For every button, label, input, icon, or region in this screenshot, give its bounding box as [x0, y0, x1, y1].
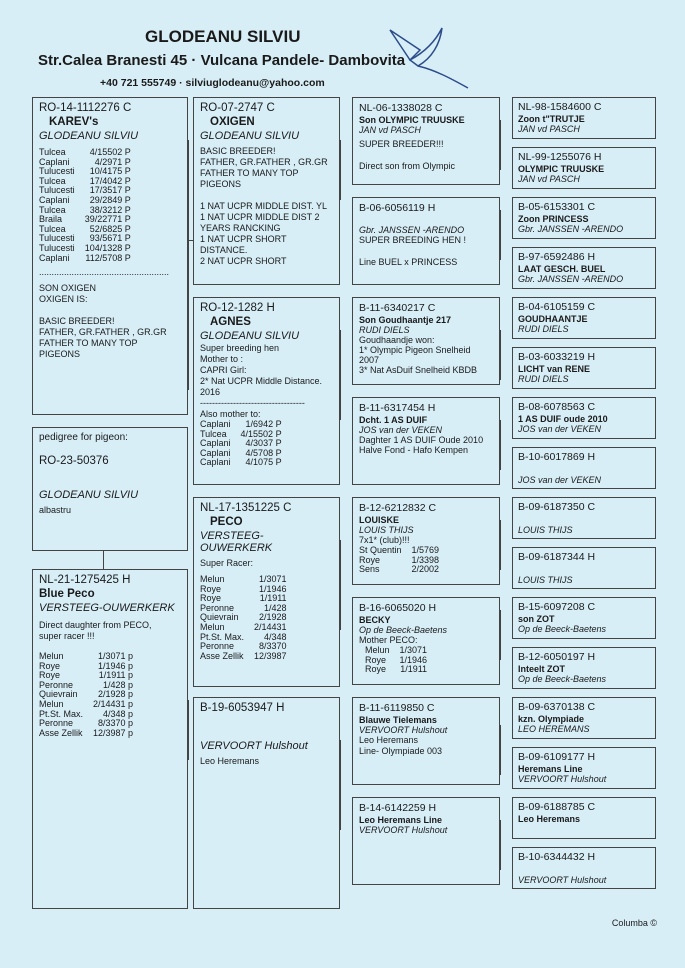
pigeon-id: B-10-6017869 H: [518, 451, 596, 463]
result-race: Peronne: [200, 602, 235, 613]
pigeon-note: Direct daughter from PECO, super racer !!!: [39, 620, 152, 641]
pigeon-name: Blauwe Tielemans: [359, 715, 437, 725]
result-race: Tulucesti: [39, 233, 75, 244]
result-place: 4/1075 P: [245, 457, 282, 468]
gen4-box: [512, 297, 656, 339]
pigeon-name: Zoon t"TRUTJE: [518, 114, 585, 124]
pigeon-owner: Op de Beeck-Baetens: [518, 674, 607, 684]
breeder-contact: +40 721 555749 · silviuglodeanu@yahoo.com: [100, 77, 325, 89]
result-row: [200, 458, 282, 468]
pigeon-owner: GLODEANU SILVIU: [39, 130, 139, 142]
pigeon-name: LAAT GESCH. BUEL: [518, 264, 606, 274]
pigeon-id: B-12-6050197 H: [518, 651, 596, 663]
result-race: Tulcea: [39, 204, 66, 215]
breeder-name: GLODEANU SILVIU: [145, 27, 301, 46]
result-place: 2/14431: [254, 621, 287, 632]
pigeon-id: RO-14-1112276 C: [39, 102, 132, 114]
result-place: 1/6942 P: [245, 419, 282, 429]
result-race: Roye: [365, 664, 387, 675]
result-place: 1/1911: [259, 593, 287, 604]
pigeon-owner: VERVOORT Hulshout: [359, 725, 448, 735]
pigeon-note-2: Also mother to:: [200, 409, 261, 419]
gen4-box: [512, 497, 656, 539]
pigeon-note: Leo Heremans Line- Olympiade 003: [359, 735, 443, 756]
gen3-box: [352, 497, 500, 585]
result-race: Caplani: [200, 457, 231, 468]
result-place: 4/15502 P: [240, 428, 282, 439]
result-place: 1/3071: [259, 574, 287, 584]
gen4-box: [512, 547, 656, 589]
result-race: Tulcea: [39, 147, 66, 157]
gen4-box: [512, 847, 656, 889]
result-place: 1/5769: [411, 545, 440, 555]
pigeon-owner: LOUIS THIJS: [359, 525, 414, 535]
result-place: 1/1911: [400, 664, 428, 675]
pigeon-owner: JAN vd PASCH: [518, 124, 580, 134]
pigeon-name: OLYMPIC TRUUSKE: [518, 164, 605, 174]
pigeon-id: B-11-6340217 C: [359, 302, 436, 314]
gen3-box: [352, 197, 500, 285]
result-place: 4/5708 P: [245, 447, 282, 458]
pigeon-name: PECO: [210, 516, 243, 528]
sire-box: [193, 97, 340, 285]
pigeon-note: Leo Heremans: [200, 756, 260, 766]
pigeon-note: Mother PECO:: [359, 635, 418, 645]
pigeon-name: KAREV's: [49, 116, 99, 128]
result-place: 10/4175 P: [89, 166, 131, 177]
pigeon-id: B-11-6119850 C: [359, 702, 435, 714]
result-place: 2/1928: [259, 612, 287, 623]
gen4-box: [512, 647, 656, 689]
gen4-box: [512, 97, 656, 139]
result-race: Sens: [359, 564, 380, 575]
pigeon-id: B-09-6187350 C: [518, 501, 596, 513]
result-race: Melun: [200, 574, 225, 584]
result-race: Asse Zellik: [200, 650, 244, 661]
pigeon-name: Heremans Line: [518, 764, 583, 774]
pigeon-owner: LEO HEREMANS: [518, 724, 590, 734]
breeder-address: Str.Calea Branesti 45 · Vulcana Pandele- Dambovita: [38, 52, 406, 69]
result-place: 8/3370: [259, 641, 287, 652]
gen3-box: [352, 697, 500, 785]
pigeon-owner: GLODEANU SILVIU: [200, 330, 300, 342]
result-row: [39, 254, 131, 264]
pigeon-owner: Gbr. JANSSEN -ARENDO: [359, 225, 465, 235]
result-race: Tulcea: [39, 223, 66, 234]
result-place: 8/3370 p: [98, 718, 134, 729]
pigeon-name: [518, 464, 650, 475]
pigeon-name: LOUISKE: [359, 515, 400, 525]
pigeon-owner: JAN vd PASCH: [518, 174, 580, 184]
pigeon-name: Inteelt ZOT: [518, 664, 565, 674]
pigeon-owner: GLODEANU SILVIU: [200, 130, 300, 142]
pigeon-id: B-04-6105159 C: [518, 301, 596, 313]
result-race: Peronne: [39, 679, 74, 690]
pigeon-name: Leo Heremans: [518, 814, 581, 824]
result-place: 12/3987: [254, 650, 287, 661]
pigeon-name: kzn. Olympiade: [518, 714, 585, 724]
pigeon-owner: LOUIS THIJS: [518, 575, 573, 585]
pigeon-id: RO-07-2747 C: [200, 102, 275, 114]
gen3-box: [352, 397, 500, 485]
result-race: Tulcea: [200, 428, 227, 439]
result-place: 1/428: [264, 602, 287, 613]
result-place: 29/2849 P: [89, 194, 131, 205]
result-race: Caplani: [39, 252, 70, 263]
gen4-box: [512, 747, 656, 789]
results-table: [359, 546, 439, 575]
result-place: 1/428 p: [103, 679, 134, 690]
pigeon-id: B-08-6078563 C: [518, 401, 596, 413]
gen4-box: [512, 397, 656, 439]
result-race: Caplani: [200, 438, 231, 449]
result-race: Roye: [200, 593, 222, 604]
result-place: 12/3987 p: [93, 727, 134, 738]
pedigree-for-color: albastru: [39, 505, 72, 515]
pigeon-owner: VERVOORT Hulshout: [200, 740, 308, 752]
result-race: Pt.St. Max.: [200, 631, 245, 642]
pigeon-note: BASIC BREEDER! FATHER, GR.FATHER , GR.GR FATHER TO MANY TOP PIGEONS 1 NAT UCPR MIDDLE DIST. YL 1 NAT UCPR MIDDLE DIST 2 YEARS RANCKING 1 NAT UCPR SHORT DISTANCE. 2 NAT UCPR SHORT: [200, 146, 328, 266]
pigeon-owner: Gbr. JANSSEN -ARENDO: [518, 274, 624, 284]
pedigree-for-label: pedigree for pigeon:: [39, 432, 128, 443]
result-place: 1/1946 p: [98, 660, 134, 671]
pigeon-name: [518, 564, 650, 575]
result-race: Tulcea: [39, 175, 66, 186]
results-table: [365, 646, 427, 675]
pigeon-note: SON OXIGEN OXIGEN IS: BASIC BREEDER! FATHER, GR.FATHER , GR.GR FATHER TO MANY TOP PIGEONS: [39, 283, 167, 360]
subject-pigeon-box: [32, 97, 188, 415]
pigeon-id: B-16-6065020 H: [359, 602, 437, 614]
gen3-box: [352, 297, 500, 385]
pigeon-owner: VERVOORT Hulshout: [359, 825, 448, 835]
result-race: Peronne: [39, 718, 74, 729]
results-table: [200, 420, 282, 468]
gen3-box: [352, 797, 500, 885]
pigeon-id: B-09-6187344 H: [518, 551, 596, 563]
pigeon-id: B-09-6188785 C: [518, 801, 596, 813]
result-race: Braila: [39, 214, 63, 225]
result-race: Roye: [39, 670, 61, 681]
result-place: 104/1328 P: [84, 242, 131, 253]
pigeon-name: [518, 514, 650, 525]
result-row: [200, 652, 287, 662]
pigeon-id: NL-06-1338028 C: [359, 102, 443, 114]
pigeon-id: B-09-6109177 H: [518, 751, 596, 763]
divider: -----------------------------------: [200, 398, 305, 408]
result-place: 1/3398: [411, 554, 440, 565]
pigeon-note: SUPER BREEDER!!! Direct son from Olympic: [359, 139, 456, 171]
pigeon-id: B-06-6056119 H: [359, 202, 436, 214]
result-row: [365, 665, 427, 675]
pigeon-owner: RUDI DIELS: [518, 374, 569, 384]
pigeon-name: BECKY: [359, 615, 391, 625]
pigeon-note: Daghter 1 AS DUIF Oude 2010 Halve Fond - Hafo Kempen: [359, 435, 484, 455]
pigeon-note: 7x1* (club)!!!: [359, 535, 410, 545]
pigeon-name: Son Goudhaantje 217: [359, 315, 452, 325]
pigeon-note: SUPER BREEDING HEN ! Line BUEL x PRINCESS: [359, 235, 467, 267]
pedigree-for-box: [32, 427, 188, 551]
pigeon-name: Blue Peco: [39, 588, 95, 600]
pedigree-for-owner: GLODEANU SILVIU: [39, 489, 139, 501]
result-race: Roye: [365, 654, 387, 665]
pigeon-owner: Op de Beeck-Baetens: [359, 625, 448, 635]
pigeon-name: 1 AS DUIF oude 2010: [518, 414, 608, 424]
pigeon-owner: Gbr. JANSSEN -ARENDO: [518, 224, 624, 234]
pigeon-owner: JAN vd PASCH: [359, 125, 421, 135]
gen4-box: [512, 447, 656, 489]
pigeon-owner: VERSTEEG-OUWERKERK: [200, 530, 273, 554]
pigeon-note: Super breeding hen Mother to : CAPRI Girl: 2* Nat UCPR Middle Distance. 2016: [200, 343, 323, 397]
results-table: [200, 575, 287, 661]
result-race: Peronne: [200, 641, 235, 652]
pigeon-owner: VERSTEEG-OUWERKERK: [39, 602, 175, 614]
gen3-box: [352, 597, 500, 685]
result-place: 93/5671 P: [89, 233, 131, 244]
result-place: 2/2002: [411, 564, 440, 575]
pigeon-owner: RUDI DIELS: [518, 324, 569, 334]
pigeon-note: Super Racer:: [200, 558, 254, 568]
pigeon-name: AGNES: [210, 316, 251, 328]
pigeon-id: B-12-6212832 C: [359, 502, 437, 514]
dove-logo-icon: [380, 22, 480, 92]
pigeon-owner: RUDI DIELS: [359, 325, 410, 335]
pigeon-name: son ZOT: [518, 614, 555, 624]
dam-dam-box: [193, 697, 340, 909]
pigeon-name: LICHT van RENE: [518, 364, 591, 374]
result-race: Tulucesti: [39, 242, 75, 253]
pigeon-id: NL-17-1351225 C: [200, 502, 292, 514]
pigeon-id: B-05-6153301 C: [518, 201, 596, 213]
result-race: Melun: [39, 651, 64, 661]
pigeon-id: B-19-6053947 H: [200, 702, 285, 714]
result-place: 52/6825 P: [89, 223, 131, 234]
result-place: 17/3517 P: [89, 185, 131, 196]
pigeon-id: B-15-6097208 C: [518, 601, 596, 613]
gen3-box: [352, 97, 500, 185]
result-place: 2/14431 p: [93, 698, 134, 709]
pigeon-id: NL-21-1275425 H: [39, 574, 131, 586]
pigeon-owner: JOS van der VEKEN: [518, 424, 602, 434]
result-place: 4/3037 P: [245, 438, 282, 449]
gen4-box: [512, 597, 656, 639]
pigeon-id: B-14-6142259 H: [359, 802, 437, 814]
result-place: 4/15502 P: [89, 147, 131, 157]
dam-sire-box: [193, 497, 340, 687]
result-place: 1/1911 p: [98, 670, 134, 681]
result-place: 1/3071 p: [98, 651, 134, 661]
pigeon-name: OXIGEN: [210, 116, 255, 128]
result-race: Tulucesti: [39, 166, 75, 177]
result-place: 17/4042 P: [89, 175, 131, 186]
result-race: Melun: [39, 698, 64, 709]
result-race: Roye: [359, 554, 381, 565]
sire-dam-box: [193, 297, 340, 485]
divider: ....................................................: [39, 267, 170, 278]
result-race: Tulucesti: [39, 185, 75, 196]
gen4-box: [512, 697, 656, 739]
result-row: [39, 729, 133, 739]
pigeon-id: B-09-6370138 C: [518, 701, 596, 713]
pigeon-id: B-10-6344432 H: [518, 851, 596, 863]
result-race: Quievrain: [200, 612, 239, 623]
result-race: Melun: [200, 621, 225, 632]
pigeon-owner: VERVOORT Hulshout: [518, 774, 607, 784]
result-place: 4/348 p: [103, 708, 134, 719]
pigeon-id: B-97-6592486 H: [518, 251, 596, 263]
result-race: Melun: [365, 645, 390, 655]
result-race: Caplani: [39, 156, 70, 167]
pigeon-id: B-03-6033219 H: [518, 351, 596, 363]
pigeon-owner: JOS van der VEKEN: [518, 475, 602, 485]
gen4-box: [512, 147, 656, 189]
pigeon-name: Zoon PRINCESS: [518, 214, 589, 224]
result-race: Quievrain: [39, 689, 78, 700]
result-race: Roye: [39, 660, 61, 671]
result-race: Pt.St. Max.: [39, 708, 84, 719]
pigeon-id: NL-99-1255076 H: [518, 151, 602, 163]
pigeon-name: Son OLYMPIC TRUUSKE: [359, 115, 465, 125]
result-race: Caplani: [39, 194, 70, 205]
pigeon-id: RO-12-1282 H: [200, 302, 275, 314]
result-race: Caplani: [200, 419, 231, 429]
pigeon-owner: JOS van der VEKEN: [359, 425, 443, 435]
results-table: [39, 652, 133, 738]
pigeon-owner: Op de Beeck-Baetens: [518, 624, 607, 634]
pigeon-name: GOUDHAANTJE: [518, 314, 588, 324]
pigeon-name: Dcht. 1 AS DUIF: [359, 415, 428, 425]
result-place: 2/1928 p: [98, 689, 134, 700]
dam-box: [32, 569, 188, 909]
pigeon-id: NL-98-1584600 C: [518, 101, 602, 113]
pedigree-for-id: RO-23-50376: [39, 455, 109, 467]
result-race: Caplani: [200, 447, 231, 458]
pigeon-owner: VERVOORT Hulshout: [518, 875, 607, 885]
pigeon-name: Leo Heremans Line: [359, 815, 443, 825]
result-row: [359, 565, 439, 575]
gen4-box: [512, 797, 656, 839]
pigeon-id: B-11-6317454 H: [359, 402, 436, 414]
pigeon-note: Goudhaandje won: 1* Olympic Pigeon Snelheid 2007 3* Nat AsDuif Snelheid KBDB: [359, 335, 478, 375]
result-place: 39/22771 P: [84, 214, 131, 225]
result-place: 1/1946: [259, 583, 287, 594]
result-race: St Quentin: [359, 545, 402, 555]
result-place: 4/2971 P: [94, 156, 131, 167]
result-place: 38/3212 P: [89, 204, 131, 215]
pigeon-owner: LOUIS THIJS: [518, 525, 573, 535]
result-place: 1/1946: [399, 654, 428, 665]
gen4-box: [512, 197, 656, 239]
gen4-box: [512, 247, 656, 289]
result-place: 4/348: [264, 631, 287, 642]
pigeon-name: [518, 864, 650, 875]
results-table: [39, 148, 131, 263]
result-place: 1/3071: [399, 645, 428, 655]
result-race: Roye: [200, 583, 222, 594]
result-place: 112/5708 P: [85, 252, 131, 263]
copyright: Columba ©: [611, 918, 657, 928]
result-race: Asse Zellik: [39, 727, 83, 738]
gen4-box: [512, 347, 656, 389]
